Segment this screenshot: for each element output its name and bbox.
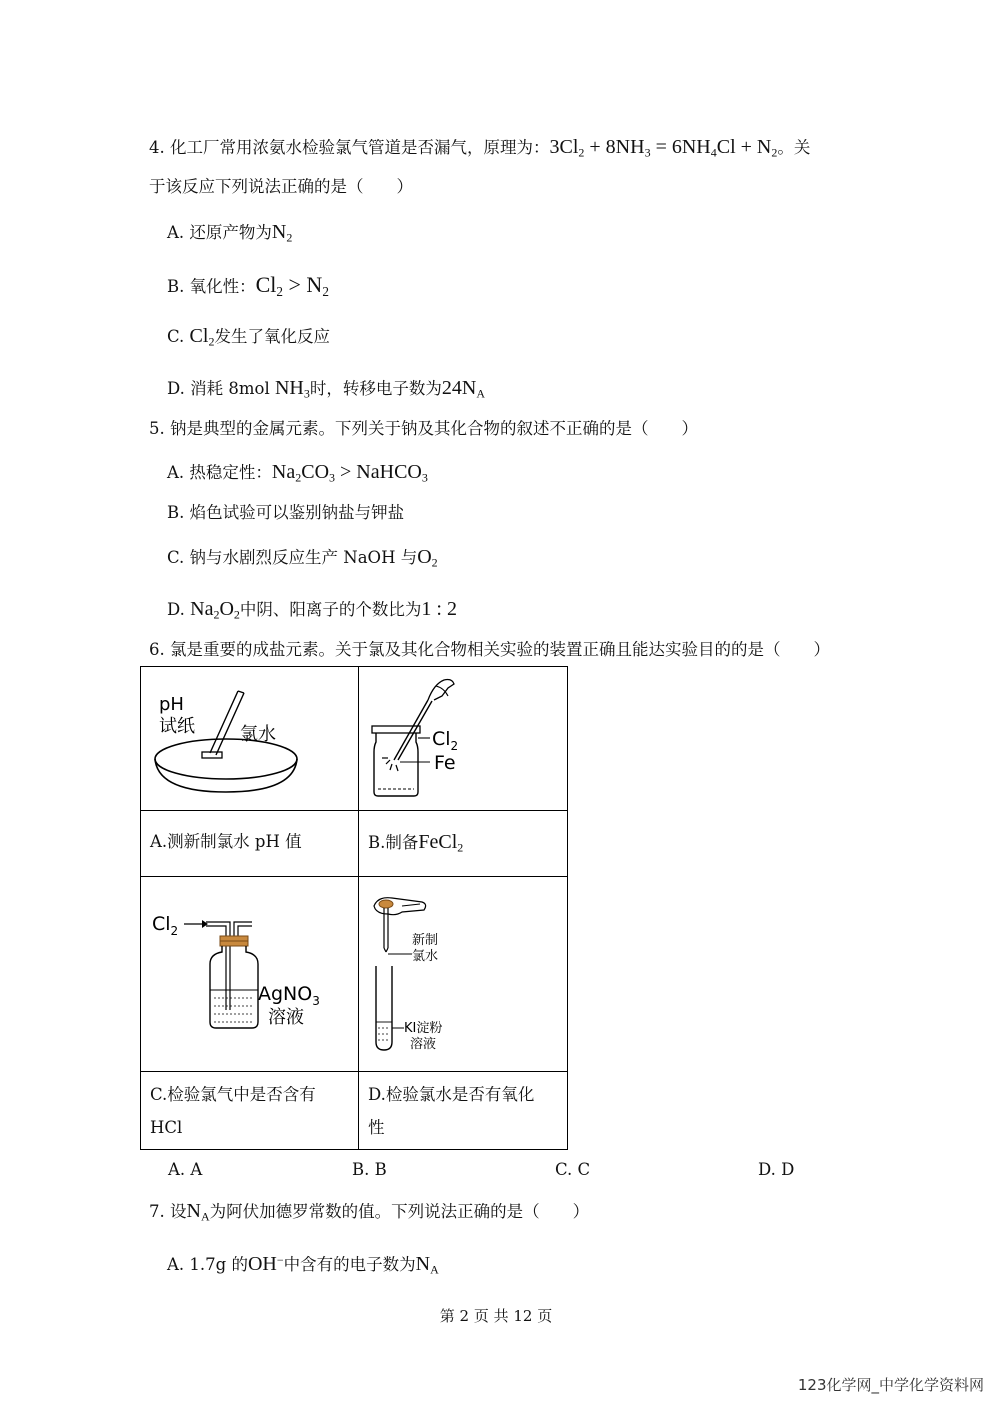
q4-line2: 于该反应下列说法正确的是（ ） — [149, 177, 413, 196]
q5-option-d: D. $Na_2O_2$中阴、阳离子的个数比为1 : 2 — [167, 598, 457, 622]
q6-option-c: C. C — [555, 1160, 591, 1179]
caption-d-line2: 性 — [368, 1118, 385, 1137]
page-footer: 第 2 页 共 12 页 — [439, 1307, 553, 1325]
q4-option-d: D. 消耗 8mol $NH_3$时，转移电子数为$24N_A$ — [167, 377, 485, 401]
q6-stem: 6. 氯是重要的成盐元素。关于氯及其化合物相关实验的装置正确且能达实验目的的是（ ） — [149, 640, 830, 659]
chlorine-water-label-d: 氯水 — [412, 949, 439, 964]
caption-c-line1: C.检验氯气中是否含有 — [150, 1085, 316, 1104]
cl2-inlet-label: $Cl_2$ — [152, 913, 179, 938]
figure-d-test-tube — [362, 882, 562, 1066]
caption-d-line1: D.检验氯水是否有氧化 — [368, 1085, 535, 1104]
solution-label: 溶液 — [268, 1007, 304, 1028]
q5-option-c: C. 钠与水剧烈反应生产 NaOH 与$O_2$ — [167, 546, 438, 570]
ki-starch-label: KI淀粉 — [404, 1021, 443, 1036]
q4-option-b: B. 氧化性：$Cl_2 > N_2$ — [167, 272, 329, 299]
experiment-table — [140, 666, 568, 1150]
q6-option-d: D. D — [758, 1160, 795, 1179]
chlorine-water-label: 氯水 — [240, 724, 276, 745]
figure-a-ph-test — [144, 674, 354, 804]
q4-option-c: C. $Cl_2$发生了氧化反应 — [167, 325, 330, 349]
figure-c-gas-bottle — [144, 882, 354, 1066]
fresh-label: 新制 — [412, 933, 439, 948]
q4-option-a: A. 还原产物为$N_2$ — [167, 221, 293, 245]
agno3-label: AgNO$_3$ — [258, 983, 320, 1008]
caption-a: A.测新制氯水 pH 值 — [150, 832, 302, 851]
q5-option-b: B. 焰色试验可以鉴别钠盐与钾盐 — [167, 503, 405, 522]
q5-stem: 5. 钠是典型的金属元素。下列关于钠及其化合物的叙述不正确的是（ ） — [149, 419, 698, 438]
q6-option-b: B. B — [352, 1160, 387, 1179]
fe-label: Fe — [434, 752, 456, 774]
q7-option-a: A. 1.7g 的OH−中含有的电子数为$N_A$ — [167, 1253, 439, 1277]
q6-option-a: A. A — [168, 1160, 203, 1179]
figure-b-fe-burning — [362, 672, 562, 806]
watermark: 123化学网_中学化学资料网 — [797, 1376, 984, 1394]
solution-label-d: 溶液 — [410, 1037, 437, 1052]
q7-stem: 7. 设$N_A$为阿伏加德罗常数的值。下列说法正确的是（ ） — [149, 1200, 590, 1224]
q5-option-a: A. 热稳定性：$Na_2CO_3$ > NaHCO$_3$ — [167, 461, 428, 485]
q4-line1: 4. 化工厂常用浓氨水检验氯气管道是否漏气，原理为：$3Cl_2 + 8NH_3 = 6NH_4Cl + N_2$。关 — [149, 136, 811, 160]
caption-b: B.制备FeCl$_2$ — [368, 831, 464, 855]
cl2-label: $Cl_2$ — [432, 728, 459, 753]
ph-label: pH — [159, 694, 184, 715]
caption-c-line2: HCl — [150, 1118, 183, 1137]
test-paper-label: 试纸 — [159, 716, 195, 737]
